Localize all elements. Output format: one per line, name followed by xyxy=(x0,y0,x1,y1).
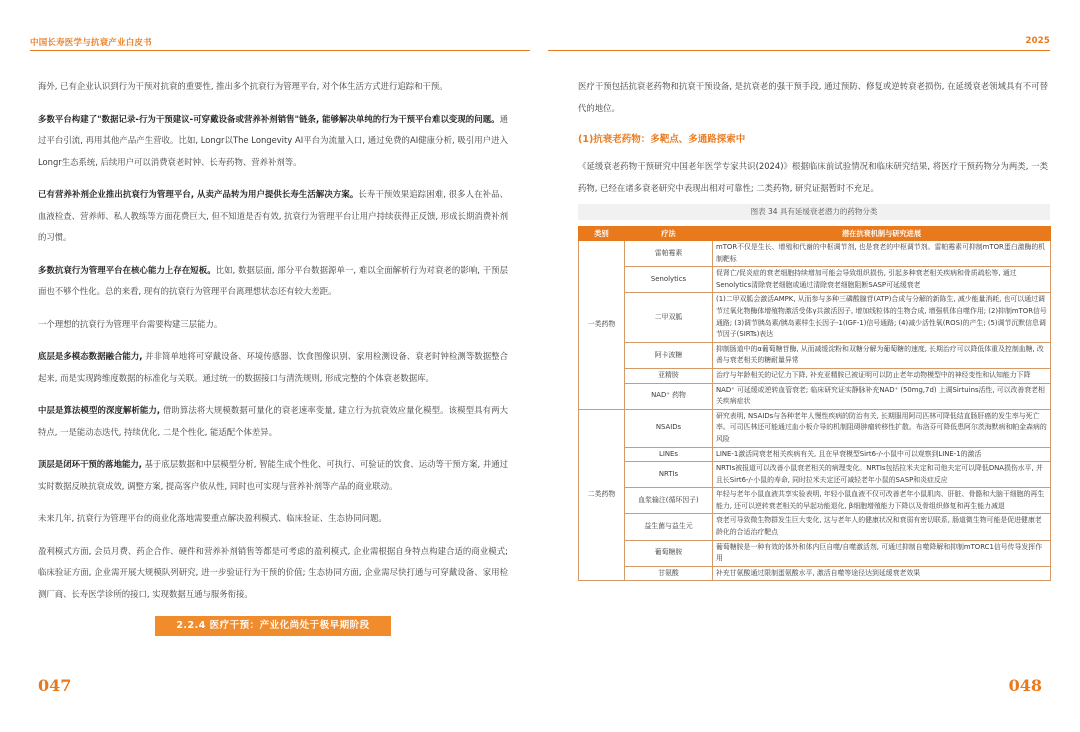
mechanism-cell: 衰老可导致微生物群发生巨大变化, 这与老年人的健康状况和衰弱有密切联系, 肠道微生物可能是促进健康老龄化的合适治疗靶点 xyxy=(713,514,1051,540)
figure-caption: 图表 34 具有延缓衰老潜力的药物分类 xyxy=(578,204,1050,220)
paragraph-lead: 已有营养补剂企业推出抗衰行为管理平台, 从卖产品转为用户提供长寿生活解决方案。 xyxy=(38,189,359,199)
table-row xyxy=(579,267,1051,293)
paragraph-lead: 多数抗衰行为管理平台在核心能力上存在短板。 xyxy=(38,264,216,275)
paragraph-text: 一个理想的抗衰行为管理平台需要构建三层能力。 xyxy=(38,318,223,329)
mechanism-cell: 葡萄糖胺是一种有效的体外和体内巨自噬/自噬激活剂, 可通过抑制自噬降解和抑制mTORC1信号传导发挥作用 xyxy=(713,540,1051,566)
mechanism-cell: LINE-1激活同衰老相关疾病有关, 且在早衰模型Sirt6-/-小鼠中可以观察到LINE-1的激活 xyxy=(713,447,1051,462)
mechanism-cell: NAD⁺ 可延缓或逆转血管衰老; 临床研究证实静脉补充NAD⁺ (50mg,7d) 上调Sirtuins活性, 可以改善衰老相关疾病症状 xyxy=(713,383,1051,409)
category-cell: 二类药物 xyxy=(579,409,625,581)
paragraph xyxy=(38,184,508,249)
table-row xyxy=(579,488,1051,514)
mechanism-cell: mTOR不仅是生长、增殖和代谢的中枢调节剂, 也是衰老的中枢调节剂。雷帕霉素可抑制mTOR蛋白激酶的机制靶标 xyxy=(713,241,1051,267)
table-row xyxy=(579,566,1051,581)
table-row xyxy=(579,383,1051,409)
table-row xyxy=(579,540,1051,566)
table-row xyxy=(579,241,1051,267)
therapy-cell: 甘氨酸 xyxy=(625,566,713,581)
page-number-right: 048 xyxy=(1008,676,1042,695)
mechanism-cell: NRTIs被报道可以改善小鼠衰老相关的病理变化。NRTIs包括拉米夫定和司他夫定可以降低DNA损伤水平, 并且长Sirt6-/-小鼠的寿命, 同时拉米夫定还可减轻老年小鼠的SASP和炎症反应 xyxy=(713,462,1051,488)
therapy-cell: 葡萄糖胺 xyxy=(625,540,713,566)
header-rule-left xyxy=(30,50,530,51)
paragraph xyxy=(38,109,508,174)
paragraph xyxy=(38,508,508,530)
mechanism-cell: 促肾亡/促炎症的衰老细胞持续增加可能会导致组织损伤, 引起多种衰老相关疾病和骨质疏松等, 通过Senolytics清除衰老细胞或通过清除衰老细胞阻断SASP可延缓衰老 xyxy=(713,267,1051,293)
paragraph-text: 借助算法将大规模数据可量化的衰老速率变量, 建立行为抗衰效应量化模型。该模型具有两大特点, 一是能动态迭代, 持续优化, 二是个性化, 能适配个体差异。 xyxy=(38,405,508,437)
paragraph xyxy=(38,346,508,389)
left-paragraphs xyxy=(38,76,508,605)
section-title-bar: 2.2.4 医疗干预：产业化尚处于极早期阶段 xyxy=(155,616,391,636)
table-row xyxy=(579,293,1051,342)
paragraph-lead: 底层是多模态数据融合能力, xyxy=(38,351,143,361)
paragraph-lead: 顶层是闭环干预的落地能力, xyxy=(38,459,142,469)
mechanism-cell: 研究表明, NSAIDs与各种老年人慢性疾病的防治有关, 长期服用阿司匹林可降低结直肠肝癌的发生率与死亡率。可司匹林还可能通过血小板介导的机制阻碍肿瘤转移性扩散。布洛芬可降低患阿尔茨海默病和帕金森病的风险 xyxy=(713,409,1051,447)
table-row xyxy=(579,409,1051,447)
table-header-row xyxy=(579,227,1051,241)
header-year: 2025 xyxy=(1025,36,1050,46)
mechanism-cell: 治疗与年龄相关的记忆力下降, 补充亚精胺已被证明可以防止老年动物模型中的神经变性和认知能力下降 xyxy=(713,368,1051,383)
table-row xyxy=(579,342,1051,368)
paragraph-text: 比如, 数据层面, 部分平台数据源单一, 难以全面解析行为对衰老的影响, 干预层面也不够个性化。总的来看, 现有的抗衰行为管理平台离理想状态还有较大差距。 xyxy=(38,264,509,296)
mechanism-cell: 补充甘氨酸通过限制蛋氨酸水平, 激活自噬等途径达到延缓衰老效果 xyxy=(713,566,1051,581)
table-row xyxy=(579,462,1051,488)
table-row xyxy=(579,447,1051,462)
paragraph xyxy=(38,400,508,443)
therapy-cell: 二甲双胍 xyxy=(625,293,713,342)
therapy-cell: Senolytics xyxy=(625,267,713,293)
intro-paragraph: 医疗干预包括抗衰老药物和抗衰干预设备, 是抗衰老的强干预手段, 通过预防、修复或逆转衰老损伤, 在延缓衰老领域具有不可替代的地位。 xyxy=(578,81,1048,113)
header-therapy: 疗法 xyxy=(625,227,713,241)
paragraph xyxy=(38,314,508,336)
table-row xyxy=(579,368,1051,383)
header-title: 中国长寿医学与抗衰产业白皮书 xyxy=(30,38,152,48)
therapy-cell: NRTIs xyxy=(625,462,713,488)
paragraph-text: 长寿干预效果追踪困难, 很多人在补品、血液检查、营养师、私人教练等方面花费巨大, 但不知道是否有效, 抗衰行为管理平台让用户持续获得正反馈, 形成长期消费补剂的习惯。 xyxy=(38,189,508,242)
paragraph xyxy=(38,454,508,497)
paragraph-text: 并非简单地将可穿戴设备、环境传感器、饮食图像识别、家用检测设备、衰老时钟检测等数据整合起来, 而是实现跨维度数据的标准化与关联。通过统一的数据接口与清洗规则, 形成完整的个体衰老数据库。 xyxy=(38,351,508,383)
paragraph-lead: 多数平台构建了"数据记录-行为干预建议-可穿戴设备或营养补剂销售"链条, 能够解决单纯的行为干预平台难以变现的问题。 xyxy=(38,113,500,124)
paragraph-text: 基于底层数据和中层模型分析, 智能生成个性化、可执行、可验证的饮食、运动等干预方案, 并通过实时数据反映抗衰成效, 调整方案, 提高客户依从性, 同时也可实现与营养补剂等产品的商业联动。 xyxy=(38,459,508,491)
paragraph-lead: 中层是算法模型的深度解析能力, xyxy=(38,405,161,415)
paragraph-text: 海外, 已有企业认识到行为干预对抗衰的重要性, 推出多个抗衰行为管理平台, 对个体生活方式进行追踪和干预。 xyxy=(38,81,448,91)
paragraph-text: 未来几年, 抗衰行为管理平台的商业化落地需要重点解决盈利模式、临床验证、生态协同问题。 xyxy=(38,513,387,523)
page-number-left: 047 xyxy=(38,676,72,695)
left-column xyxy=(38,76,508,636)
header-rule-right xyxy=(548,50,1050,51)
right-column xyxy=(578,76,1048,210)
therapy-cell: 阿卡波糖 xyxy=(625,342,713,368)
paragraph-text: 盈利模式方面, 会员月费、药企合作、硬件和营养补剂销售等都是可考虑的盈利模式, 企业需根据自身特点构建合适的商业模式; 临床验证方面, 企业需开展大规模队列研究, 进一步验证行为干预的价值; 生态协同方面, 企业需尽快打通与可穿戴设备、家用检测厂商、长寿医学诊所的接口, 实现数据互通与服务衔接。 xyxy=(38,545,508,599)
subsection-heading: (1)抗衰老药物：多靶点、多通路探索中 xyxy=(578,134,746,145)
paragraph xyxy=(38,76,508,98)
therapy-cell: NAD⁺ 药物 xyxy=(625,383,713,409)
body-paragraph: 《延缓衰老药物干预研究中国老年医学专家共识(2024)》根据临床前试验情况和临床研究结果, 将医疗干预药物分为两类, 一类药物, 已经在诸多衰老研究中表现出相对可靠性; 二类药物, 研究证据暂时不充足。 xyxy=(578,161,1048,193)
drug-classification-table xyxy=(578,226,1051,581)
paragraph xyxy=(38,541,508,606)
therapy-cell: 益生菌与益生元 xyxy=(625,514,713,540)
therapy-cell: 血浆输注(循环因子) xyxy=(625,488,713,514)
mechanism-cell: 抑制肠道中的α葡萄糖苷酶, 从而减缓淀粉和双糖分解为葡萄糖的速度, 长期治疗可以降低体重及控制血糖, 改善与衰老相关的糖耐量异常 xyxy=(713,342,1051,368)
therapy-cell: LINEs xyxy=(625,447,713,462)
mechanism-cell: 年轻与老年小鼠血液共享实验表明, 年轻小鼠血液不仅可改善老年小鼠肌肉、肝脏、骨骼和大脑干细胞的再生能力, 还可以逆转衰老相关的早起功能退化, β细胞增殖能力下降以及骨组织修复和再生能力减退 xyxy=(713,488,1051,514)
table-row xyxy=(579,514,1051,540)
therapy-cell: 雷帕霉素 xyxy=(625,241,713,267)
header-mechanism: 潜在抗衰机制与研究进展 xyxy=(713,227,1051,241)
therapy-cell: 亚精胺 xyxy=(625,368,713,383)
paragraph xyxy=(38,260,508,303)
paragraph-text: 通过平台引流, 再用其他产品产生营收。比如, Longr以The Longevity AI平台为流量入口, 通过免费的AI健康分析, 吸引用户进入Longr生态系统, 后续用户可以消费衰老时钟、长寿药物、营养补剂等。 xyxy=(38,113,508,167)
therapy-cell: NSAIDs xyxy=(625,409,713,447)
header-category: 类别 xyxy=(579,227,625,241)
mechanism-cell: (1)二甲双胍会激活AMPK, 从而参与多种三磷酸腺苷(ATP)合成与分解的新陈生, 减少能量消耗, 也可以通过调节过氧化物酶体增殖物激活受体γ共激活因子, 增加线粒体的生物合成, 增强机体自噬作用; (2)抑制mTOR信号通路; (3)调节胰岛素/胰岛素样生长因子-1(IGF-1)信号通路; (4)减少活性氧(ROS)的产生; (5)调节沉默信息调节因子(SIRTs)表达 xyxy=(713,293,1051,342)
category-cell: 一类药物 xyxy=(579,241,625,410)
